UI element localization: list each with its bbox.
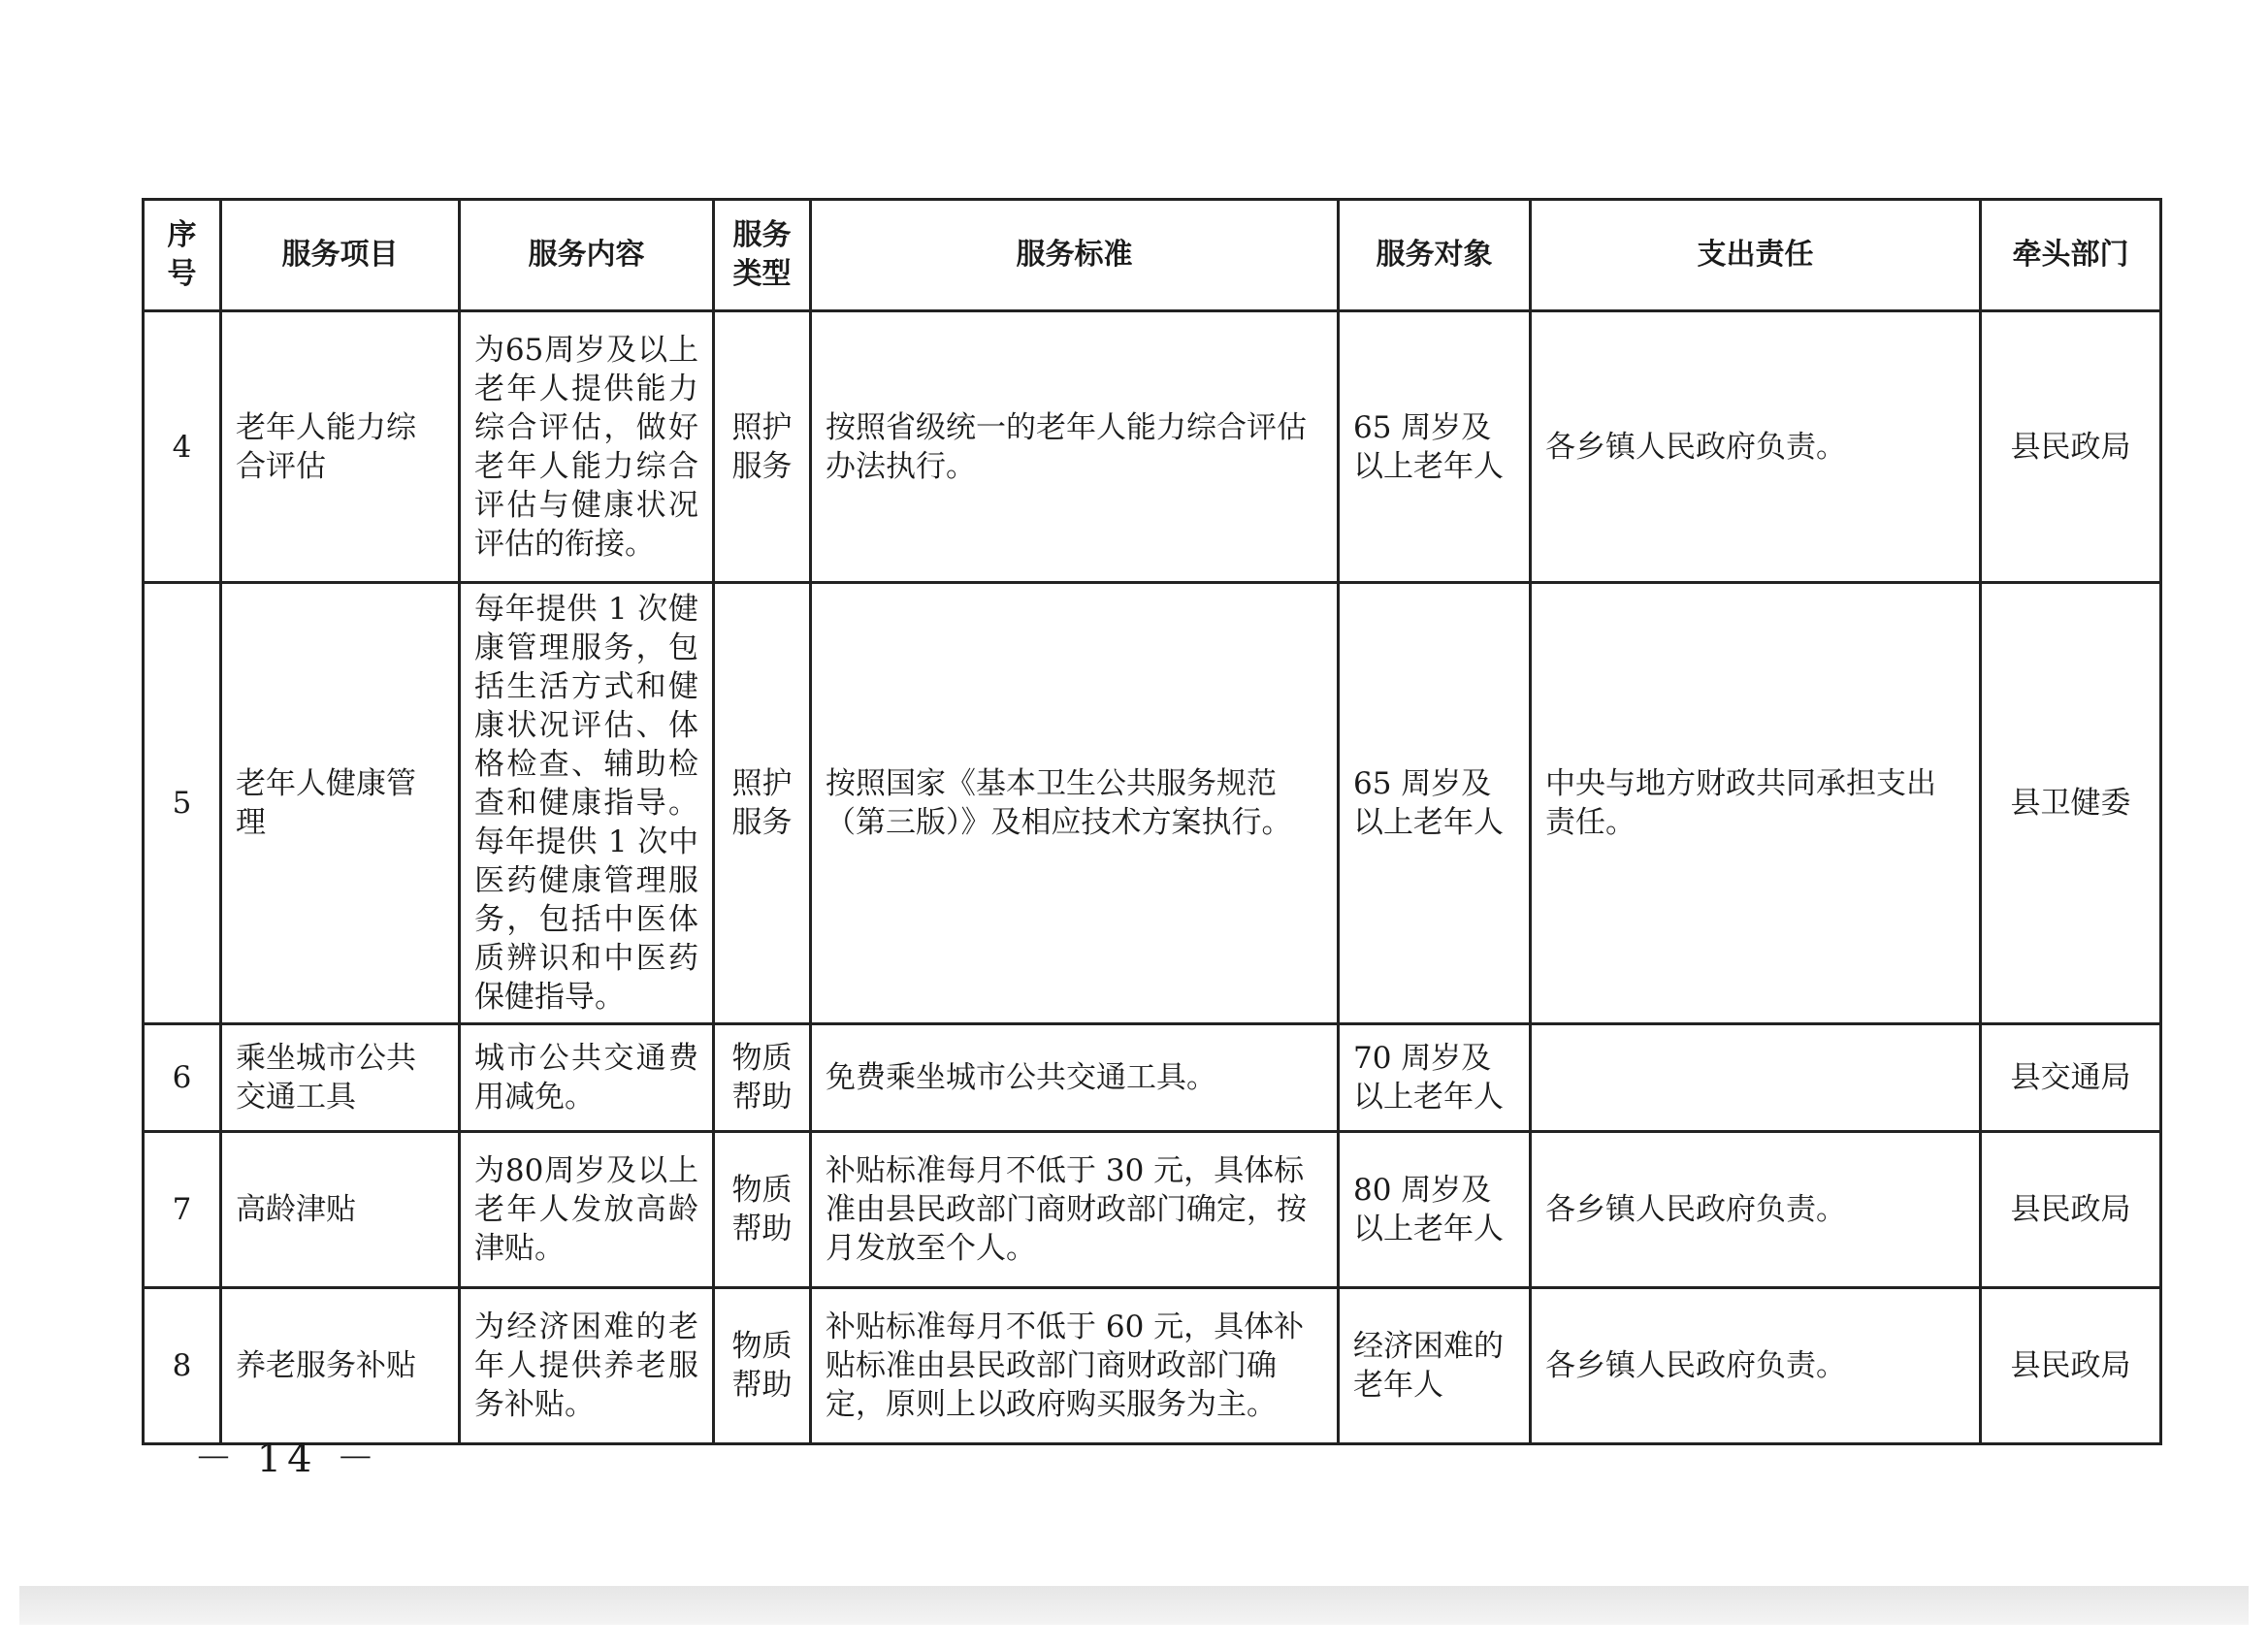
cell-target: 70 周岁及以上老年人 bbox=[1339, 1024, 1531, 1132]
cell-seq: 5 bbox=[144, 583, 221, 1024]
header-standard: 服务标准 bbox=[811, 200, 1339, 311]
cell-type: 物质帮助 bbox=[714, 1024, 811, 1132]
cell-type: 照护服务 bbox=[714, 311, 811, 583]
cell-dept: 县交通局 bbox=[1981, 1024, 2161, 1132]
page-number: － 14 － bbox=[194, 1437, 381, 1481]
header-seq: 序号 bbox=[144, 200, 221, 311]
cell-content: 为65周岁及以上老年人提供能力综合评估，做好老年人能力综合评估与健康状况评估的衔接。 bbox=[460, 311, 714, 583]
cell-expense: 各乡镇人民政府负责。 bbox=[1531, 1288, 1981, 1444]
table-row bbox=[144, 583, 2161, 1024]
cell-type: 物质帮助 bbox=[714, 1132, 811, 1288]
cell-content: 为80周岁及以上老年人发放高龄津贴。 bbox=[460, 1132, 714, 1288]
cell-standard: 免费乘坐城市公共交通工具。 bbox=[811, 1024, 1339, 1132]
cell-standard: 补贴标准每月不低于 60 元，具体补贴标准由县民政部门商财政部门确定，原则上以政府购买服务为主。 bbox=[811, 1288, 1339, 1444]
cell-standard: 补贴标准每月不低于 30 元，具体标准由县民政部门商财政部门确定，按月发放至个人。 bbox=[811, 1132, 1339, 1288]
cell-target: 65 周岁及以上老年人 bbox=[1339, 311, 1531, 583]
cell-seq: 4 bbox=[144, 311, 221, 583]
cell-expense: 中央与地方财政共同承担支出责任。 bbox=[1531, 583, 1981, 1024]
cell-item: 养老服务补贴 bbox=[221, 1288, 460, 1444]
header-dept: 牵头部门 bbox=[1981, 200, 2161, 311]
cell-seq: 7 bbox=[144, 1132, 221, 1288]
cell-expense bbox=[1531, 1024, 1981, 1132]
header-type: 服务类型 bbox=[714, 200, 811, 311]
cell-item: 乘坐城市公共交通工具 bbox=[221, 1024, 460, 1132]
cell-dept: 县民政局 bbox=[1981, 1132, 2161, 1288]
cell-item: 高龄津贴 bbox=[221, 1132, 460, 1288]
cell-type: 照护服务 bbox=[714, 583, 811, 1024]
cell-content: 城市公共交通费用减免。 bbox=[460, 1024, 714, 1132]
header-content: 服务内容 bbox=[460, 200, 714, 311]
cell-standard: 按照国家《基本卫生公共服务规范（第三版）》及相应技术方案执行。 bbox=[811, 583, 1339, 1024]
cell-dept: 县卫健委 bbox=[1981, 583, 2161, 1024]
header-expense: 支出责任 bbox=[1531, 200, 1981, 311]
header-target: 服务对象 bbox=[1339, 200, 1531, 311]
cell-content: 为经济困难的老年人提供养老服务补贴。 bbox=[460, 1288, 714, 1444]
cell-content: 每年提供 1 次健康管理服务，包括生活方式和健康状况评估、体格检查、辅助检查和健康指导。每年提供 1 次中医药健康管理服务，包括中医体质辨识和中医药保健指导。 bbox=[460, 583, 714, 1024]
table-row bbox=[144, 1288, 2161, 1444]
cell-item: 老年人健康管理 bbox=[221, 583, 460, 1024]
cell-seq: 6 bbox=[144, 1024, 221, 1132]
cell-expense: 各乡镇人民政府负责。 bbox=[1531, 1132, 1981, 1288]
table-row bbox=[144, 1132, 2161, 1288]
table-row bbox=[144, 1024, 2161, 1132]
cell-item: 老年人能力综合评估 bbox=[221, 311, 460, 583]
cell-dept: 县民政局 bbox=[1981, 311, 2161, 583]
cell-seq: 8 bbox=[144, 1288, 221, 1444]
elderly-services-table bbox=[142, 198, 2162, 1445]
cell-target: 80 周岁及以上老年人 bbox=[1339, 1132, 1531, 1288]
cell-expense: 各乡镇人民政府负责。 bbox=[1531, 311, 1981, 583]
cell-target: 经济困难的老年人 bbox=[1339, 1288, 1531, 1444]
cell-dept: 县民政局 bbox=[1981, 1288, 2161, 1444]
cell-standard: 按照省级统一的老年人能力综合评估办法执行。 bbox=[811, 311, 1339, 583]
cell-target: 65 周岁及以上老年人 bbox=[1339, 583, 1531, 1024]
cell-type: 物质帮助 bbox=[714, 1288, 811, 1444]
table-row bbox=[144, 311, 2161, 583]
header-item: 服务项目 bbox=[221, 200, 460, 311]
table-header-row bbox=[144, 200, 2161, 311]
scan-bottom-shadow bbox=[19, 1586, 2249, 1625]
